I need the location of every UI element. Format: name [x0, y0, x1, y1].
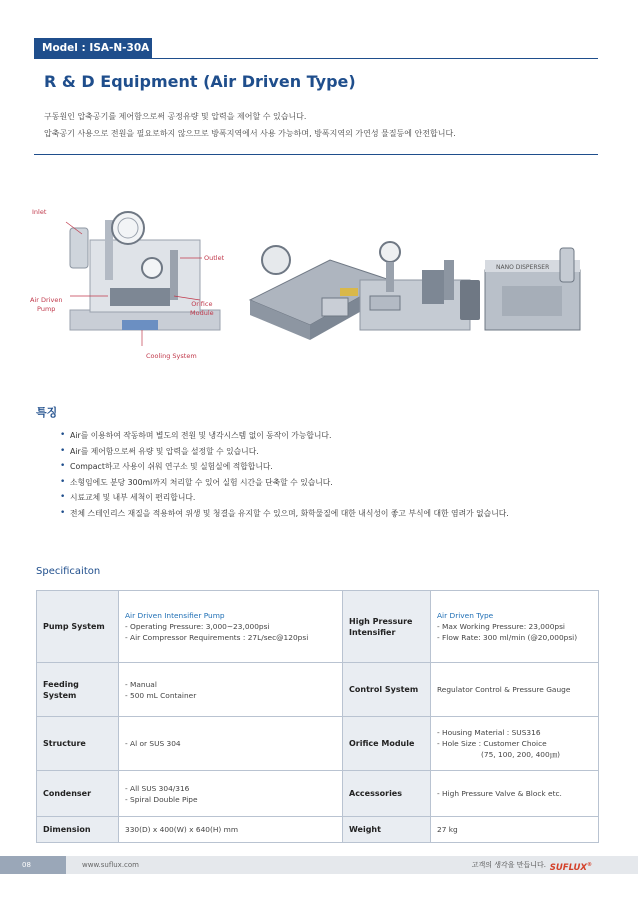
callout-line: Air Driven [30, 296, 63, 304]
header-divider [34, 58, 598, 59]
spec-value-accessories: - High Pressure Valve & Block etc. [431, 771, 599, 817]
page-number: 08 [0, 856, 66, 874]
logo-text: SUFLUX [549, 862, 587, 873]
slogan-text: 고객의 생각을 만듭니다. [471, 861, 546, 869]
product-photos [30, 200, 610, 370]
spec-line: - Operating Pressure: 3,000~23,000psi [125, 622, 270, 631]
spec-value-dimension: 330(D) x 400(W) x 640(H) mm [119, 817, 343, 843]
spec-key-condenser: Condenser [37, 771, 119, 817]
spec-table [36, 590, 599, 843]
page-footer [0, 856, 638, 874]
callout-outlet: Outlet [204, 254, 225, 262]
spec-line: - Air Compressor Requirements : 27L/sec@120psi [125, 633, 309, 642]
spec-key-dimension: Dimension [37, 817, 119, 843]
spec-row [37, 591, 599, 663]
callout-line: Module [190, 309, 214, 317]
spec-value-control-system: Regulator Control & Pressure Gauge [431, 663, 599, 717]
page-title: R & D Equipment (Air Driven Type) [44, 72, 356, 91]
spec-value-weight: 27 kg [431, 817, 599, 843]
spec-key-control-system: Control System [343, 663, 431, 717]
feature-item: • Air를 제어함으로써 유량 및 압력을 설정할 수 있습니다. [60, 444, 509, 460]
spec-key-pump-system: Pump System [37, 591, 119, 663]
feature-item: • 시료교체 및 내부 세척이 편리합니다. [60, 490, 509, 506]
spec-key-feeding-system: Feeding System [37, 663, 119, 717]
open-unit-photo [360, 242, 470, 330]
spec-value-structure: - Al or SUS 304 [119, 717, 343, 771]
callout-air-driven-pump [30, 296, 62, 314]
website-link[interactable]: www.suflux.com [82, 861, 140, 869]
spec-value-hp-intensifier [431, 591, 599, 663]
intro-line: 구동원인 압축공기를 제어함으로써 공정유량 및 압력을 제어할 수 있습니다. [44, 112, 307, 121]
spec-row [37, 817, 599, 843]
spec-key-line: High Pressure [349, 616, 413, 626]
spec-key-accessories: Accessories [343, 771, 431, 817]
callout-line: Pump [37, 305, 56, 313]
spec-row [37, 663, 599, 717]
feature-item: • Compact하고 사용이 쉬워 연구소 및 실험실에 적합합니다. [60, 459, 509, 475]
spec-value-feeding-system [119, 663, 343, 717]
spec-line: - 500 mL Container [125, 690, 197, 700]
model-label: Model : ISA-N-30A [34, 38, 152, 59]
spec-line: - Hole Size : Customer Choice [437, 739, 547, 748]
spec-line: - All SUS 304/316 [125, 783, 190, 793]
equipment-illustration [30, 200, 610, 370]
spec-heading: Specificaiton [36, 566, 101, 577]
spec-key-orifice-module: Orifice Module [343, 717, 431, 771]
spec-value-pump-system [119, 591, 343, 663]
feature-list [60, 428, 509, 521]
callout-orifice-module [190, 300, 214, 318]
intro-divider [34, 154, 598, 155]
spec-key-line: Intensifier [349, 627, 396, 637]
feature-item: • Air를 이용하여 작동하며 별도의 전원 및 냉각시스템 없이 동작이 가능합니다. [60, 428, 509, 444]
spec-row [37, 717, 599, 771]
spec-line: - Spiral Double Pipe [125, 794, 198, 804]
feature-item: • 전체 스테인리스 재질을 적용하여 위생 및 청결을 유지할 수 있으며, 화학물질에 대한 내식성이 좋고 부식에 대한 염려가 없습니다. [60, 506, 509, 522]
spec-line: (75, 100, 200, 400㎛) [481, 750, 560, 759]
spec-line: - Flow Rate: 300 ml/min (@20,000psi) [437, 633, 578, 642]
features-heading: 특징 [36, 406, 58, 419]
intro-line: 압축공기 사용으로 전원을 필요로하지 않으므로 방폭지역에서 사용 가능하며, 방폭지역의 가연성 물질등에 안전합니다. [44, 129, 456, 138]
spec-line: - Housing Material : SUS316 [437, 728, 541, 737]
spec-row [37, 771, 599, 817]
brand-plate: NANO DISPERSER [496, 264, 550, 271]
spec-key-structure: Structure [37, 717, 119, 771]
callout-cooling-system: Cooling System [146, 352, 197, 360]
intro-text [44, 108, 456, 142]
spec-line: - Manual [125, 679, 157, 689]
suflux-logo [550, 856, 592, 877]
spec-subtitle: Air Driven Intensifier Pump [125, 611, 225, 620]
callout-inlet: Inlet [32, 208, 47, 216]
labeled-equipment-photo [66, 212, 220, 346]
spec-line: - Max Working Pressure: 23,000psi [437, 622, 565, 631]
spec-value-orifice-module [431, 717, 599, 771]
spec-key-hp-intensifier [343, 591, 431, 663]
callout-line: Orifice [191, 300, 213, 308]
cabinet-unit-photo [460, 248, 580, 330]
feature-item: • 소형임에도 분당 300ml까지 처리할 수 있어 실험 시간을 단축할 수 있습니다. [60, 475, 509, 491]
trademark-mark: ® [587, 862, 592, 868]
spec-value-condenser [119, 771, 343, 817]
spec-key-weight: Weight [343, 817, 431, 843]
spec-subtitle: Air Driven Type [437, 611, 494, 620]
